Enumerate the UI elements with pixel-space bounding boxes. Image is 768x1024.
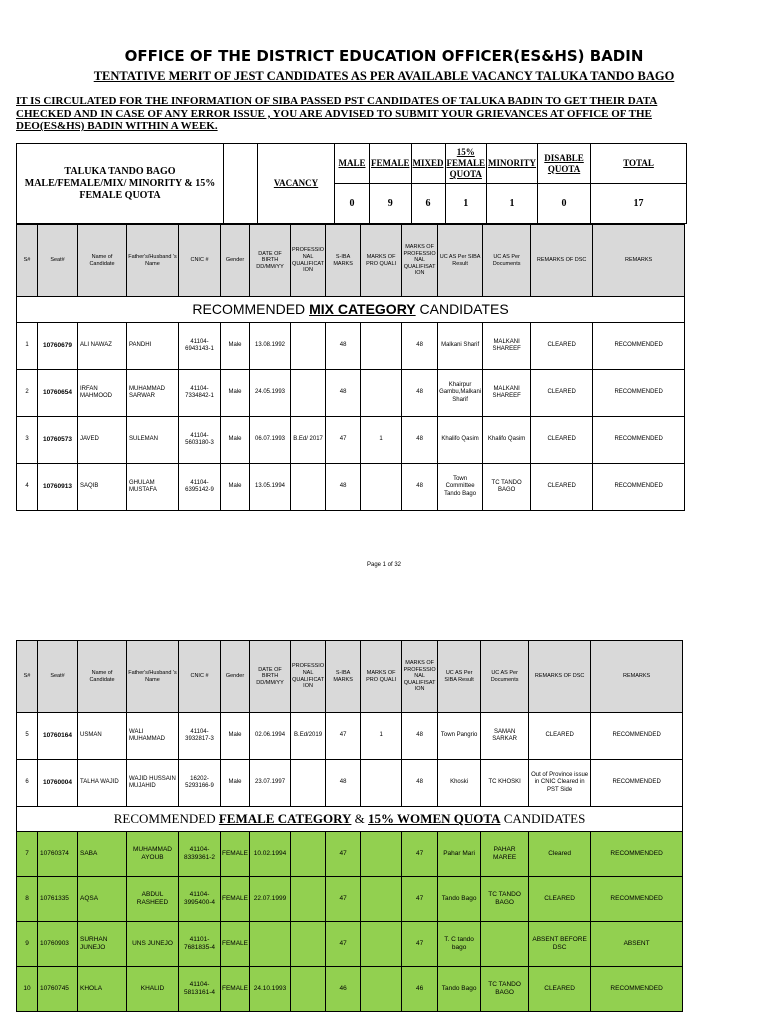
column-header-sno: S# [17,225,38,297]
cell-uc-siba: Khairpur Gambu,Malkani Sharif [438,370,483,417]
cell-cnic: 41101-7681835-4 [179,922,221,967]
cell-name: SABA [78,832,127,877]
cell-seat: 10760573 [38,417,78,464]
cell-remarks: RECOMMENDED [593,370,685,417]
cell-name: SURHAN JUNEJO [78,922,127,967]
section-text: RECOMMENDED [113,811,219,827]
cell-uc-docs: SAMAN SARKAR [481,713,529,760]
cell-pro-marks [361,464,402,511]
cell-prof [291,760,326,807]
cell-uc-docs: MALKANI SHAREEF [483,370,531,417]
cell-gender: Male [221,370,250,417]
cell-father: WALI MUHAMMAD [127,713,179,760]
vacancy-value-mixed: 6 [411,184,445,224]
section-quota-name: 15% WOMEN QUOTA [368,811,501,827]
cell-dob: 22.07.1999 [250,877,291,922]
cell-total: 48 [402,417,438,464]
cell-total: 48 [402,760,438,807]
column-header-prof-total: MARKS OF PROFESSIO NAL QUALIFISAT ION [402,225,438,297]
cell-gender: FEMALE [221,967,250,1012]
cell-sno: 9 [17,922,38,967]
cell-cnic: 41104-6943143-1 [179,323,221,370]
cell-dsc: CLEARED [529,713,591,760]
vacancy-header-female: FEMALE [370,144,412,184]
cell-uc-siba: Tando Bago [438,877,481,922]
cell-prof [291,967,326,1012]
cell-prof [291,370,326,417]
cell-siba: 47 [326,922,361,967]
cell-uc-docs: TC TANDO BAGO [483,464,531,511]
section-mix-category [17,297,685,323]
cell-cnic: 41104-3932817-3 [179,713,221,760]
cell-uc-docs: Khalifo Qasim [483,417,531,464]
cell-remarks: RECOMMENDED [591,760,683,807]
cell-dob: 10.02.1994 [250,832,291,877]
column-header-prof-qual: PROFESSIO NAL QUALIFICAT ION [291,641,326,713]
cell-prof [291,832,326,877]
cell-dsc: ABSENT BEFORE DSC [529,922,591,967]
document-subtitle: TENTATIVE MERIT OF JEST CANDIDATES AS PER AVAILABLE VACANCY TALUKA TANDO BAGO [93,69,675,83]
cell-total: 46 [402,967,438,1012]
table-row [17,323,685,370]
vacancy-value-male: 0 [335,184,370,224]
column-header-father: Father's/Husband 's Name [127,225,179,297]
cell-cnic: 41104-5813161-4 [179,967,221,1012]
cell-uc-siba: Tando Bago [438,967,481,1012]
cell-cnic: 41104-3995400-4 [179,877,221,922]
cell-gender: Male [221,464,250,511]
cell-dsc: CLEARED [531,323,593,370]
cell-sno: 3 [17,417,38,464]
cell-seat: 10761335 [38,877,78,922]
cell-name: SAQIB [78,464,127,511]
cell-prof [291,877,326,922]
cell-gender: FEMALE [221,922,250,967]
column-header-uc-siba: UC AS Per SIBA Result [438,225,483,297]
cell-remarks: RECOMMENDED [591,713,683,760]
table-row [17,877,683,922]
cell-dsc: CLEARED [531,464,593,511]
cell-sno: 7 [17,832,38,877]
cell-pro-marks [361,760,402,807]
column-header-cnic: CNIC # [179,225,221,297]
cell-uc-docs: TC TANDO BAGO [481,967,529,1012]
column-header-remarks: REMARKS [591,641,683,713]
cell-uc-docs [481,922,529,967]
cell-name: JAVED [78,417,127,464]
cell-remarks: ABSENT [591,922,683,967]
vacancy-header-male: MALE [335,144,370,184]
table-row [17,417,685,464]
cell-pro-marks [361,832,402,877]
cell-father: MUHAMMAD SARWAR [127,370,179,417]
section-text: CANDIDATES [415,301,509,318]
vacancy-label: VACANCY [258,144,335,224]
column-header-gender: Gender [221,641,250,713]
cell-total: 48 [402,370,438,417]
document-title: OFFICE OF THE DISTRICT EDUCATION OFFICER(ES&HS) BADIN [124,47,644,65]
vacancy-header-mixed: MIXED [411,144,445,184]
cell-uc-siba: T. C tando bago [438,922,481,967]
cell-dob: 13.08.1992 [250,323,291,370]
column-header-uc-siba: UC AS Per SIBA Result [438,641,481,713]
cell-father: PANDHI [127,323,179,370]
column-header-sno: S# [17,641,38,713]
cell-prof [291,922,326,967]
cell-sno: 2 [17,370,38,417]
cell-sno: 4 [17,464,38,511]
cell-remarks: RECOMMENDED [593,464,685,511]
section-mix-heading [17,297,685,323]
cell-pro-marks: 1 [361,713,402,760]
column-header-seat: Seat# [38,225,78,297]
cell-prof [291,323,326,370]
column-header-siba-marks: S-IBA MARKS [326,225,361,297]
cell-cnic: 41104-8339361-2 [179,832,221,877]
column-header-remarks: REMARKS [593,225,685,297]
cell-siba: 47 [326,713,361,760]
cell-name: TALHA WAJID [78,760,127,807]
vacancy-header-female-quota: 15% FEMALE QUOTA [445,144,487,184]
cell-sno: 5 [17,713,38,760]
cell-total: 47 [402,832,438,877]
column-header-prof-qual: PROFESSIO NAL QUALIFICAT ION [291,225,326,297]
cell-father: MUHAMMAD AYOUB [127,832,179,877]
cell-pro-marks [361,967,402,1012]
cell-name: IRFAN MAHMOOD [78,370,127,417]
cell-prof [291,464,326,511]
column-header-uc-docs: UC AS Per Documents [481,641,529,713]
cell-dob: 02.06.1994 [250,713,291,760]
table-row [17,832,683,877]
merit-table-page-2 [16,640,683,1012]
column-header-dob: DATE OF BIRTH DD/MM/YY [250,225,291,297]
column-header-dsc-remarks: REMARKS OF DSC [529,641,591,713]
section-category-name: FEMALE CATEGORY [218,811,352,827]
merit-table-page-1 [16,224,685,511]
cell-pro-marks [361,877,402,922]
cell-dob: 13.05.1994 [250,464,291,511]
vacancy-header-minority: MINORITY [487,144,538,184]
table-row [17,464,685,511]
column-header-pro-marks: MARKS OF PRO QUALI [361,225,402,297]
cell-siba: 46 [326,967,361,1012]
cell-gender: FEMALE [221,877,250,922]
cell-total: 47 [402,922,438,967]
cell-seat: 10760374 [38,832,78,877]
cell-name: USMAN [78,713,127,760]
cell-siba: 48 [326,323,361,370]
cell-seat: 10760004 [38,760,78,807]
cell-dob: 06.07.1993 [250,417,291,464]
cell-prof: B.Ed/ 2017 [291,417,326,464]
cell-gender: Male [221,760,250,807]
cell-remarks: RECOMMENDED [591,832,683,877]
cell-uc-siba: Pahar Mari [438,832,481,877]
cell-sno: 10 [17,967,38,1012]
column-header-name: Name of Candidate [78,641,127,713]
column-header-row [17,225,685,297]
cell-remarks: RECOMMENDED [593,417,685,464]
cell-dob: 24.05.1993 [250,370,291,417]
cell-uc-siba: Malkani Sharif [438,323,483,370]
cell-father: GHULAM MUSTAFA [127,464,179,511]
cell-gender: FEMALE [221,832,250,877]
cell-name: AQSA [78,877,127,922]
vacancy-value-total: 17 [591,184,687,224]
column-header-gender: Gender [221,225,250,297]
cell-name: ALI NAWAZ [78,323,127,370]
cell-father: UNS JUNEJO [127,922,179,967]
section-female-category [17,807,683,832]
cell-pro-marks: 1 [361,417,402,464]
section-text: RECOMMENDED [192,301,310,318]
cell-seat: 10760745 [38,967,78,1012]
cell-name: KHOLA [78,967,127,1012]
cell-dsc: CLEARED [529,967,591,1012]
cell-dsc: Out of Province issue in CNIC Cleared in PST Side [529,760,591,807]
cell-seat: 10760903 [38,922,78,967]
blank-cell [224,144,258,224]
cell-remarks: RECOMMENDED [593,323,685,370]
cell-dob: 23.07.1997 [250,760,291,807]
cell-remarks: RECOMMENDED [591,877,683,922]
section-text: CANDIDATES [500,811,586,827]
cell-dob [250,922,291,967]
cell-total: 47 [402,877,438,922]
cell-siba: 47 [326,877,361,922]
cell-uc-docs: MALKANI SHAREEF [483,323,531,370]
vacancy-value-female-quota: 1 [445,184,487,224]
cell-cnic: 41104-6395142-9 [179,464,221,511]
circular-notice: IT IS CIRCULATED FOR THE INFORMATION OF SIBA PASSED PST CANDIDATES OF TALUKA BADIN TO GET THEIR DATA CHECKED AND IN CASE OF ANY ERROR ISSUE , YOU ARE ADVISED TO SUBMIT YOUR GRIEVANCES AT OFFICE OF THE DEO(ES&HS) BADIN WITHIN A WEEK. [16,95,658,133]
column-header-seat: Seat# [38,641,78,713]
cell-dsc: CLEARED [531,417,593,464]
cell-uc-siba: Town Committee Tando Bago [438,464,483,511]
cell-siba: 48 [326,464,361,511]
category-label: TALUKA TANDO BAGO MALE/FEMALE/MIX/ MINORITY & 15% FEMALE QUOTA [17,144,224,224]
table-row [17,713,683,760]
cell-uc-docs: TC TANDO BAGO [481,877,529,922]
vacancy-header-disable-quota: DISABLE QUOTA [538,144,591,184]
cell-cnic: 16202-5293166-9 [179,760,221,807]
cell-uc-siba: Khoski [438,760,481,807]
section-category-name: MIX CATEGORY [309,301,416,318]
cell-remarks: RECOMMENDED [591,967,683,1012]
cell-pro-marks [361,370,402,417]
cell-total: 48 [402,464,438,511]
column-header-father: Father's/Husband 's Name [127,641,179,713]
cell-sno: 1 [17,323,38,370]
cell-father: ABDUL RASHEED [127,877,179,922]
cell-seat: 10760913 [38,464,78,511]
cell-cnic: 41104-5603180-3 [179,417,221,464]
cell-dsc: CLEARED [529,877,591,922]
column-header-uc-docs: UC AS Per Documents [483,225,531,297]
cell-uc-siba: Town Pangrio [438,713,481,760]
vacancy-summary-table [16,143,687,224]
cell-cnic: 41104-7334842-1 [179,370,221,417]
column-header-row [17,641,683,713]
cell-siba: 47 [326,417,361,464]
cell-total: 48 [402,323,438,370]
cell-sno: 6 [17,760,38,807]
cell-seat: 10760654 [38,370,78,417]
cell-sno: 8 [17,877,38,922]
column-header-pro-marks: MARKS OF PRO QUALI [361,641,402,713]
section-female-heading [17,807,683,832]
vacancy-value-disable-quota: 0 [538,184,591,224]
cell-uc-docs: TC KHOSKI [481,760,529,807]
cell-siba: 47 [326,832,361,877]
column-header-dob: DATE OF BIRTH DD/MM/YY [250,641,291,713]
cell-siba: 48 [326,370,361,417]
cell-dob: 24.10.1993 [250,967,291,1012]
table-row [17,760,683,807]
cell-dsc: Cleared [529,832,591,877]
cell-pro-marks [361,323,402,370]
column-header-cnic: CNIC # [179,641,221,713]
vacancy-value-female: 9 [370,184,412,224]
table-row [17,922,683,967]
cell-pro-marks [361,922,402,967]
cell-gender: Male [221,713,250,760]
cell-father: KHALID [127,967,179,1012]
column-header-name: Name of Candidate [78,225,127,297]
cell-prof: B.Ed/2019 [291,713,326,760]
cell-gender: Male [221,323,250,370]
cell-uc-docs: PAHAR MAREE [481,832,529,877]
cell-total: 48 [402,713,438,760]
column-header-siba-marks: S-IBA MARKS [326,641,361,713]
cell-uc-siba: Khalifo Qasim [438,417,483,464]
cell-father: WAJID HUSSAIN MUJAHID [127,760,179,807]
cell-father: SULEMAN [127,417,179,464]
table-row [17,370,685,417]
cell-seat: 10760679 [38,323,78,370]
vacancy-value-minority: 1 [487,184,538,224]
cell-seat: 10760164 [38,713,78,760]
cell-dsc: CLEARED [531,370,593,417]
page-number: Page 1 of 32 [366,562,402,568]
section-text: & [351,811,369,827]
table-row [17,967,683,1012]
column-header-dsc-remarks: REMARKS OF DSC [531,225,593,297]
cell-gender: Male [221,417,250,464]
cell-siba: 48 [326,760,361,807]
vacancy-header-total: TOTAL [591,144,687,184]
column-header-prof-total: MARKS OF PROFESSIO NAL QUALIFISAT ION [402,641,438,713]
